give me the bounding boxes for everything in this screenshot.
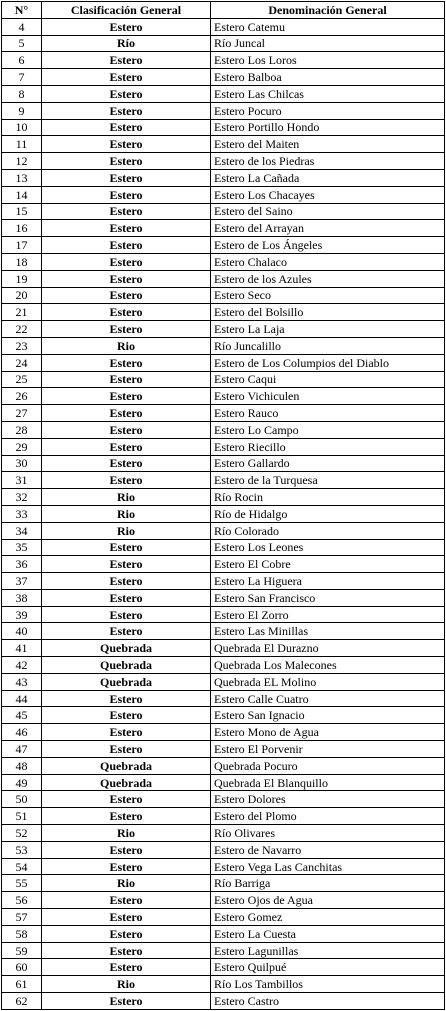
row-denomination: Quebrada El Blanquillo <box>211 774 445 791</box>
table-row <box>2 993 445 1010</box>
row-classification: Rio <box>42 489 211 506</box>
table-row <box>2 52 445 69</box>
header-row <box>2 2 445 19</box>
row-denomination: Estero Los Leones <box>211 539 445 556</box>
row-denomination: Estero de la Turquesa <box>211 472 445 489</box>
row-classification: Estero <box>42 371 211 388</box>
row-denomination: Estero Caqui <box>211 371 445 388</box>
row-number: 10 <box>2 119 42 136</box>
row-number: 35 <box>2 539 42 556</box>
row-classification: Estero <box>42 556 211 573</box>
row-number: 49 <box>2 774 42 791</box>
rivers-table <box>1 1 445 1010</box>
row-denomination: Estero Riecillo <box>211 438 445 455</box>
row-denomination: Estero Lagunillas <box>211 942 445 959</box>
row-number: 55 <box>2 875 42 892</box>
row-number: 7 <box>2 69 42 86</box>
row-denomination: Estero Balboa <box>211 69 445 86</box>
row-denomination: Estero de Los Ángeles <box>211 237 445 254</box>
row-classification: Estero <box>42 69 211 86</box>
row-denomination: Estero Vichiculen <box>211 388 445 405</box>
table-row <box>2 825 445 842</box>
row-denomination: Estero Dolores <box>211 791 445 808</box>
row-denomination: Estero Lo Campo <box>211 421 445 438</box>
row-number: 37 <box>2 573 42 590</box>
row-classification: Rio <box>42 505 211 522</box>
row-number: 30 <box>2 455 42 472</box>
table-row <box>2 489 445 506</box>
row-classification: Estero <box>42 925 211 942</box>
table-row <box>2 522 445 539</box>
row-classification: Estero <box>42 270 211 287</box>
table-row <box>2 791 445 808</box>
row-classification: Estero <box>42 589 211 606</box>
table-row <box>2 287 445 304</box>
table-row <box>2 623 445 640</box>
row-denomination: Estero Los Chacayes <box>211 186 445 203</box>
row-number: 31 <box>2 472 42 489</box>
table-row <box>2 253 445 270</box>
table-row <box>2 186 445 203</box>
row-classification: Estero <box>42 220 211 237</box>
row-denomination: Estero El Cobre <box>211 556 445 573</box>
table-row <box>2 405 445 422</box>
row-denomination: Estero Gomez <box>211 909 445 926</box>
table-row <box>2 237 445 254</box>
row-denomination: Estero Ojos de Agua <box>211 892 445 909</box>
row-number: 23 <box>2 337 42 354</box>
row-number: 24 <box>2 354 42 371</box>
table-row <box>2 892 445 909</box>
row-denomination: Quebrada El Durazno <box>211 640 445 657</box>
table-row <box>2 858 445 875</box>
row-number: 57 <box>2 909 42 926</box>
row-number: 28 <box>2 421 42 438</box>
row-number: 34 <box>2 522 42 539</box>
row-classification: Estero <box>42 388 211 405</box>
row-number: 33 <box>2 505 42 522</box>
row-number: 4 <box>2 18 42 35</box>
row-denomination: Estero del Plomo <box>211 808 445 825</box>
row-number: 53 <box>2 841 42 858</box>
row-number: 12 <box>2 153 42 170</box>
row-denomination: Estero La Higuera <box>211 573 445 590</box>
table-row <box>2 573 445 590</box>
row-denomination: Estero El Zorro <box>211 606 445 623</box>
table-row <box>2 505 445 522</box>
row-classification: Rio <box>42 875 211 892</box>
row-classification: Quebrada <box>42 774 211 791</box>
row-denomination: Estero de Navarro <box>211 841 445 858</box>
row-classification: Estero <box>42 472 211 489</box>
row-classification: Estero <box>42 102 211 119</box>
row-classification: Quebrada <box>42 657 211 674</box>
row-number: 54 <box>2 858 42 875</box>
row-denomination: Estero Pocuro <box>211 102 445 119</box>
table-row <box>2 371 445 388</box>
row-number: 13 <box>2 169 42 186</box>
row-denomination: Estero Portillo Hondo <box>211 119 445 136</box>
table-row <box>2 539 445 556</box>
table-row <box>2 136 445 153</box>
row-number: 8 <box>2 85 42 102</box>
row-denomination: Estero del Arrayan <box>211 220 445 237</box>
row-classification: Estero <box>42 405 211 422</box>
row-classification: Estero <box>42 237 211 254</box>
table-row <box>2 421 445 438</box>
row-denomination: Estero Mono de Agua <box>211 724 445 741</box>
row-denomination: Estero El Porvenir <box>211 741 445 758</box>
table-row <box>2 85 445 102</box>
row-number: 11 <box>2 136 42 153</box>
table-row <box>2 321 445 338</box>
row-denomination: Río Colorado <box>211 522 445 539</box>
row-classification: Estero <box>42 455 211 472</box>
row-number: 27 <box>2 405 42 422</box>
row-classification: Quebrada <box>42 640 211 657</box>
row-denomination: Estero Rauco <box>211 405 445 422</box>
row-number: 51 <box>2 808 42 825</box>
row-number: 62 <box>2 993 42 1010</box>
table-row <box>2 153 445 170</box>
row-denomination: Estero La Laja <box>211 321 445 338</box>
row-number: 21 <box>2 304 42 321</box>
row-classification: Estero <box>42 892 211 909</box>
row-number: 56 <box>2 892 42 909</box>
table-row <box>2 102 445 119</box>
table-row <box>2 841 445 858</box>
row-classification: Rio <box>42 522 211 539</box>
row-classification: Estero <box>42 573 211 590</box>
row-denomination: Estero La Cañada <box>211 169 445 186</box>
row-denomination: Río Juncalillo <box>211 337 445 354</box>
table-row <box>2 220 445 237</box>
row-classification: Estero <box>42 52 211 69</box>
table-row <box>2 976 445 993</box>
table-row <box>2 741 445 758</box>
table-row <box>2 438 445 455</box>
table-row <box>2 270 445 287</box>
row-denomination: Río Olivares <box>211 825 445 842</box>
table-row <box>2 556 445 573</box>
table-row <box>2 455 445 472</box>
table-row <box>2 354 445 371</box>
table-row <box>2 875 445 892</box>
table-row <box>2 808 445 825</box>
table-row <box>2 942 445 959</box>
row-number: 29 <box>2 438 42 455</box>
row-classification: Estero <box>42 354 211 371</box>
row-classification: Rio <box>42 337 211 354</box>
table-header <box>2 2 445 19</box>
row-number: 20 <box>2 287 42 304</box>
table-row <box>2 203 445 220</box>
row-classification: Estero <box>42 606 211 623</box>
row-classification: Quebrada <box>42 757 211 774</box>
row-denomination: Estero Catemu <box>211 18 445 35</box>
row-classification: Estero <box>42 808 211 825</box>
row-number: 47 <box>2 741 42 758</box>
row-classification: Río <box>42 35 211 52</box>
row-number: 36 <box>2 556 42 573</box>
row-number: 14 <box>2 186 42 203</box>
row-classification: Estero <box>42 959 211 976</box>
row-classification: Estero <box>42 304 211 321</box>
row-denomination: Estero Los Loros <box>211 52 445 69</box>
table-row <box>2 18 445 35</box>
row-number: 45 <box>2 707 42 724</box>
row-number: 16 <box>2 220 42 237</box>
row-denomination: Estero Quilpué <box>211 959 445 976</box>
table-row <box>2 589 445 606</box>
row-denomination: Estero Gallardo <box>211 455 445 472</box>
row-denomination: Estero de Los Columpios del Diablo <box>211 354 445 371</box>
row-number: 9 <box>2 102 42 119</box>
header-number: N° <box>2 2 42 19</box>
row-classification: Rio <box>42 976 211 993</box>
table-row <box>2 472 445 489</box>
row-denomination: Estero Las Minillas <box>211 623 445 640</box>
row-classification: Estero <box>42 287 211 304</box>
row-denomination: Río Barriga <box>211 875 445 892</box>
row-classification: Estero <box>42 321 211 338</box>
row-denomination: Estero Las Chilcas <box>211 85 445 102</box>
row-number: 18 <box>2 253 42 270</box>
row-number: 32 <box>2 489 42 506</box>
row-number: 58 <box>2 925 42 942</box>
row-number: 41 <box>2 640 42 657</box>
row-denomination: Estero del Maiten <box>211 136 445 153</box>
row-classification: Estero <box>42 724 211 741</box>
row-number: 50 <box>2 791 42 808</box>
row-number: 19 <box>2 270 42 287</box>
row-denomination: Estero de los Azules <box>211 270 445 287</box>
row-denomination: Estero San Ignacio <box>211 707 445 724</box>
row-classification: Estero <box>42 909 211 926</box>
table-row <box>2 724 445 741</box>
row-denomination: Río Los Tambillos <box>211 976 445 993</box>
row-number: 43 <box>2 673 42 690</box>
row-number: 39 <box>2 606 42 623</box>
row-classification: Estero <box>42 136 211 153</box>
row-number: 5 <box>2 35 42 52</box>
table-row <box>2 757 445 774</box>
row-number: 40 <box>2 623 42 640</box>
table-row <box>2 909 445 926</box>
row-classification: Estero <box>42 421 211 438</box>
row-number: 44 <box>2 690 42 707</box>
row-denomination: Estero Calle Cuatro <box>211 690 445 707</box>
row-classification: Estero <box>42 119 211 136</box>
row-denomination: Quebrada Los Malecones <box>211 657 445 674</box>
row-number: 25 <box>2 371 42 388</box>
row-denomination: Estero del Bolsillo <box>211 304 445 321</box>
row-denomination: Estero Chalaco <box>211 253 445 270</box>
row-number: 42 <box>2 657 42 674</box>
row-denomination: Estero La Cuesta <box>211 925 445 942</box>
row-number: 38 <box>2 589 42 606</box>
header-denomination: Denominación General <box>211 2 445 19</box>
row-classification: Estero <box>42 858 211 875</box>
row-classification: Estero <box>42 85 211 102</box>
row-classification: Estero <box>42 690 211 707</box>
row-classification: Estero <box>42 169 211 186</box>
row-classification: Estero <box>42 186 211 203</box>
row-denomination: Estero Seco <box>211 287 445 304</box>
row-number: 22 <box>2 321 42 338</box>
row-denomination: Río Rocin <box>211 489 445 506</box>
row-denomination: Estero de los Piedras <box>211 153 445 170</box>
row-denomination: Estero del Saino <box>211 203 445 220</box>
row-classification: Estero <box>42 539 211 556</box>
row-classification: Estero <box>42 741 211 758</box>
table-body <box>2 18 445 1009</box>
row-number: 60 <box>2 959 42 976</box>
row-classification: Estero <box>42 153 211 170</box>
row-denomination: Estero Castro <box>211 993 445 1010</box>
row-classification: Estero <box>42 993 211 1010</box>
row-number: 61 <box>2 976 42 993</box>
table-row <box>2 959 445 976</box>
table-row <box>2 606 445 623</box>
row-number: 15 <box>2 203 42 220</box>
table-row <box>2 69 445 86</box>
row-denomination: Estero Vega Las Canchitas <box>211 858 445 875</box>
row-denomination: Río de Hidalgo <box>211 505 445 522</box>
row-number: 46 <box>2 724 42 741</box>
row-denomination: Quebrada Pocuro <box>211 757 445 774</box>
row-number: 48 <box>2 757 42 774</box>
row-number: 52 <box>2 825 42 842</box>
row-classification: Rio <box>42 825 211 842</box>
row-classification: Estero <box>42 203 211 220</box>
row-classification: Estero <box>42 623 211 640</box>
row-classification: Estero <box>42 253 211 270</box>
row-classification: Estero <box>42 841 211 858</box>
table-row <box>2 673 445 690</box>
header-classification: Clasificación General <box>42 2 211 19</box>
table-row <box>2 925 445 942</box>
table-row <box>2 169 445 186</box>
row-denomination: Quebrada EL Molino <box>211 673 445 690</box>
row-classification: Quebrada <box>42 673 211 690</box>
row-classification: Estero <box>42 942 211 959</box>
row-classification: Estero <box>42 791 211 808</box>
table-row <box>2 690 445 707</box>
row-classification: Estero <box>42 438 211 455</box>
row-denomination: Estero San Francisco <box>211 589 445 606</box>
table-row <box>2 388 445 405</box>
table-row <box>2 337 445 354</box>
row-classification: Estero <box>42 707 211 724</box>
row-classification: Estero <box>42 18 211 35</box>
table-row <box>2 640 445 657</box>
table-row <box>2 707 445 724</box>
table-row <box>2 304 445 321</box>
row-number: 17 <box>2 237 42 254</box>
table-row <box>2 35 445 52</box>
table-row <box>2 119 445 136</box>
row-number: 59 <box>2 942 42 959</box>
table-row <box>2 774 445 791</box>
table-row <box>2 657 445 674</box>
row-denomination: Río Juncal <box>211 35 445 52</box>
row-number: 6 <box>2 52 42 69</box>
row-number: 26 <box>2 388 42 405</box>
